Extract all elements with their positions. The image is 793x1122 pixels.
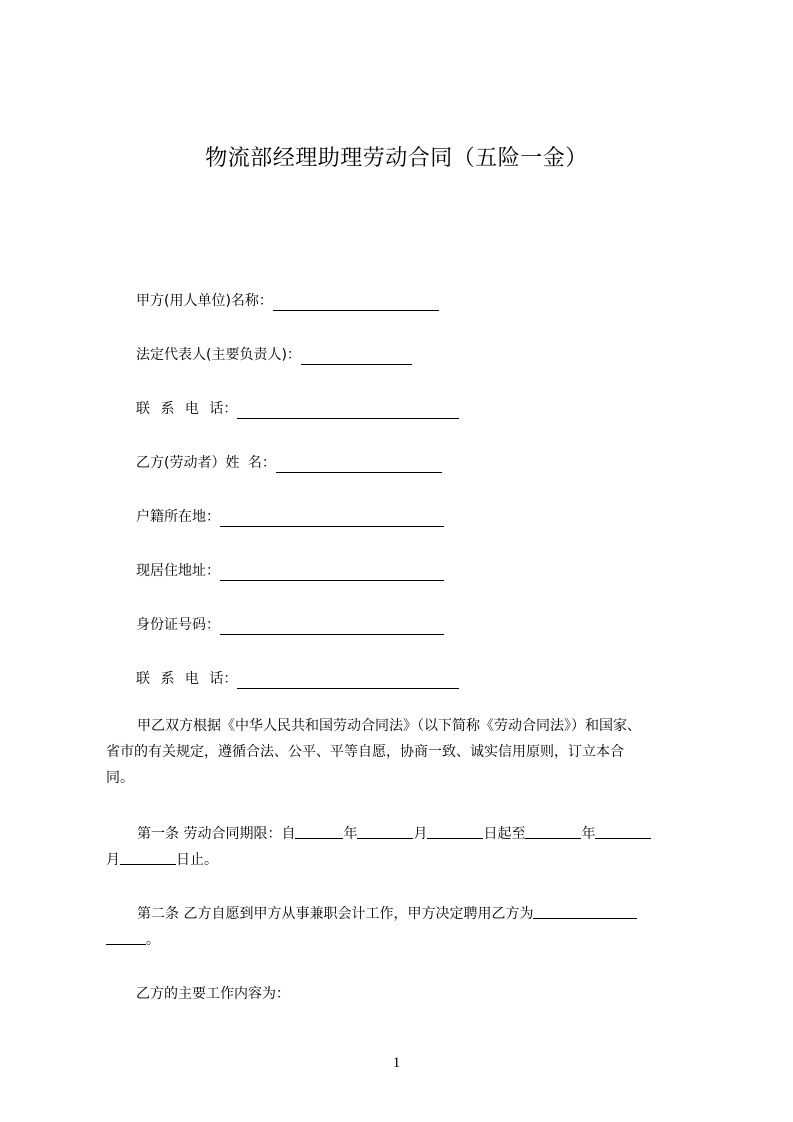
start-month-blank[interactable] [357,823,413,839]
party-a-name-field [136,291,439,311]
article-1 [106,821,706,873]
phone-a-blank[interactable] [237,402,459,419]
start-year-blank[interactable] [295,823,343,839]
end-month-blank-start[interactable] [595,823,651,839]
address-field [136,561,444,581]
intro-line: 甲乙双方根据《中华人民共和国劳动合同法》（以下简称《劳动合同法》）和国家、 [137,718,641,734]
month-label: 月 [106,852,120,868]
article-2-text: 第二条 乙方自愿到甲方从事兼职会计工作，甲方决定聘用乙方为 [137,906,534,922]
id-number-label: 身份证号码： [136,617,220,633]
article-2-line-2 [106,927,706,953]
party-a-name-label: 甲方(用人单位)名称： [136,293,273,309]
legal-rep-blank[interactable] [301,348,412,365]
legal-rep-field [136,345,412,365]
duties-field [136,984,290,1004]
article-1-line-1 [106,821,706,847]
day-from-label: 日起至 [483,826,526,842]
end-year-blank[interactable] [525,823,581,839]
article-1-lead: 第一条 劳动合同期限：自 [137,826,296,842]
position-blank[interactable] [533,903,637,919]
article-1-line-2 [106,847,706,873]
party-b-name-blank[interactable] [276,456,442,473]
household-label: 户籍所在地： [136,509,220,525]
year-label: 年 [581,826,596,842]
article-1-end: 日止。 [176,852,218,868]
article-2-end: 。 [146,932,160,948]
position-blank-continued[interactable] [106,929,146,945]
household-blank[interactable] [220,510,444,527]
household-field [136,507,444,527]
phone-a-label: 联 系 电 话： [136,401,238,417]
duties-label: 乙方的主要工作内容为： [136,986,290,1002]
year-label: 年 [343,826,358,842]
page-number: 1 [392,1055,401,1071]
phone-b-blank[interactable] [237,672,459,689]
phone-a-field [136,399,459,419]
address-blank[interactable] [220,564,444,581]
intro-line: 同。 [106,770,134,786]
intro-line: 省市的有关规定，遵循合法、公平、平等自愿，协商一致、诚实信用原则，订立本合 [106,744,624,760]
id-number-blank[interactable] [220,618,444,635]
phone-b-label: 联 系 电 话： [136,671,238,687]
legal-rep-label: 法定代表人(主要负责人)： [136,347,301,363]
start-day-blank[interactable] [427,823,483,839]
end-day-blank[interactable] [120,849,176,865]
address-label: 现居住地址： [136,563,220,579]
phone-b-field [136,669,459,689]
party-b-name-label: 乙方(劳动者）姓 名： [136,455,276,471]
article-2-line-1 [106,901,706,927]
page-title: 物流部经理助理劳动合同（五险一金） [205,146,588,171]
id-number-field [136,615,444,635]
party-b-name-field [136,453,442,473]
party-a-name-blank[interactable] [273,294,439,311]
month-label: 月 [413,826,428,842]
intro-paragraph [106,713,706,791]
article-2 [106,901,706,953]
